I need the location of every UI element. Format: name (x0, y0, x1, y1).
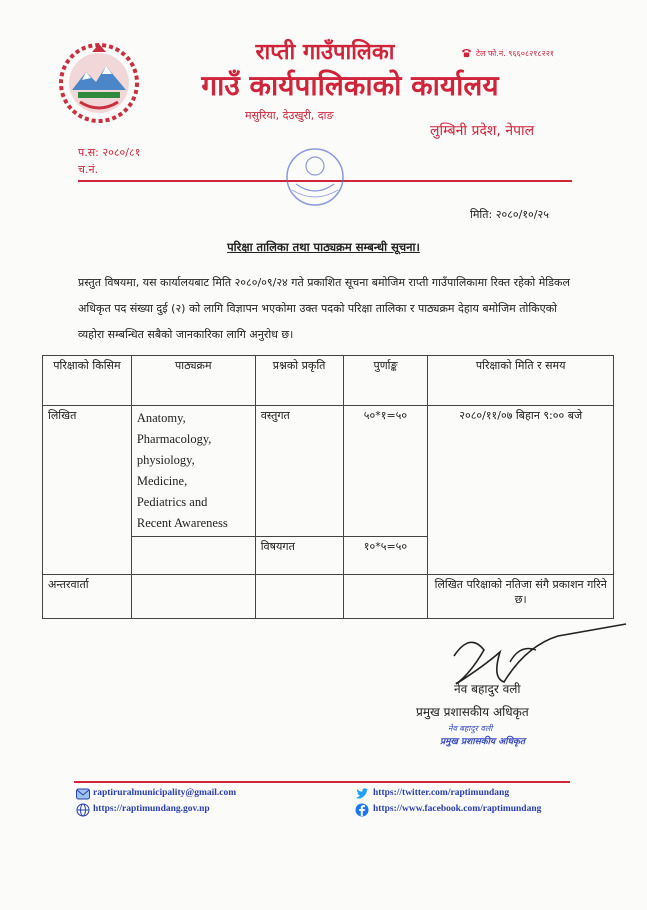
exam-schedule-table (42, 355, 614, 619)
header-exam-type: परिक्षाको किसिम (43, 356, 132, 406)
objective-marks: ५०*१=५० (343, 406, 428, 537)
footer-divider (74, 781, 570, 783)
province-label: लुम्बिनी प्रदेश, नेपाल (430, 123, 535, 139)
empty-cell (131, 537, 255, 575)
table-header-row (43, 356, 614, 406)
dispatch-number-label: च.नं. (78, 163, 99, 176)
website-link[interactable]: https://raptimundang.gov.np (93, 804, 210, 814)
empty-cell (343, 575, 428, 619)
list-item: physiology, (136, 453, 195, 467)
table-row (43, 406, 614, 537)
email-link[interactable]: raptiruralmunicipality@gmail.com (93, 788, 237, 798)
list-item: Recent Awareness (136, 516, 228, 530)
phone-number: टेल फो.नं. ९६६०८२१८२२१ (476, 49, 555, 58)
list-item: Pharmacology, (136, 432, 212, 446)
reference-block (78, 144, 140, 178)
signer-designation: प्रमुख प्रशासकीय अधिकृत (416, 705, 529, 719)
written-exam-type: लिखित (43, 406, 132, 575)
header-exam-datetime: परिक्षाको मिति र समय (428, 356, 614, 406)
letter-body: प्रस्तुत विषयमा, यस कार्यालयबाट मिति २०८०/०९/२४ गते प्रकाशित सूचना बमोजिम राप्ती गाउँपालिकामा रिक्त रहेको मेडिकल अधिकृत पद संख्या दुई (२) को लागि विज्ञापन भएकोमा उक्त पदको परिक्षा तालिका र पाठ्यक्रम देहाय बमोजिम तोकिएको व्यहोरा सम्बन्धित सबैको जानकारिका लागि अनुरोध छ। (78, 276, 570, 341)
office-stamp-icon (270, 146, 360, 208)
list-item: Medicine, (136, 474, 188, 488)
seal-designation: प्रमुख प्रशासकीय अधिकृत (440, 737, 526, 747)
objective-nature: वस्तुगत (255, 406, 343, 537)
government-emblem-icon (58, 42, 140, 124)
syllabus-subjects (131, 406, 255, 537)
subjective-marks: १०*५=५० (343, 537, 428, 575)
facebook-icon (355, 803, 369, 817)
list-item: Anatomy, (136, 411, 186, 425)
phone-icon (461, 47, 472, 58)
list-item: Pediatrics and (136, 495, 208, 509)
municipality-name: राप्ती गाउँपालिका (255, 40, 395, 65)
twitter-icon (355, 787, 369, 801)
header-full-marks: पुर्णाङ्क (343, 356, 428, 406)
header-syllabus: पाठ्यक्रम (131, 356, 255, 406)
office-name: गाउँ कार्यपालिकाको कार्यालय (201, 69, 499, 102)
table-row (43, 575, 614, 619)
letter-date: मिति: २०८०/१०/२५ (470, 208, 549, 221)
facebook-link[interactable]: https://www.facebook.com/raptimundang (373, 804, 542, 814)
letter-subject: परिक्षा तालिका तथा पाठ्यक्रम सम्बन्धी सूचना। (227, 240, 420, 254)
signer-name: नेव बहादुर वली (454, 682, 521, 696)
empty-cell (255, 575, 343, 619)
seal-name: नेव बहादुर वली (448, 724, 493, 733)
globe-icon (76, 803, 90, 817)
twitter-link[interactable]: https://twitter.com/raptimundang (373, 788, 510, 798)
office-address: मसुरिया, देउखुरी, दाङ (245, 109, 334, 122)
written-exam-datetime: २०८०/११/०७ बिहान ९:०० बजे (428, 406, 614, 575)
interview-exam-type: अन्तरवार्ता (43, 575, 132, 619)
empty-cell (131, 575, 255, 619)
header-question-nature: प्रश्नको प्रकृति (255, 356, 343, 406)
email-icon (76, 787, 90, 801)
interview-note: लिखित परिक्षाको नतिजा संगै प्रकाशन गरिने छ। (428, 575, 614, 619)
fiscal-year-label: प.स: २०८०/८१ (78, 146, 141, 159)
subjective-nature: विषयगत (255, 537, 343, 575)
